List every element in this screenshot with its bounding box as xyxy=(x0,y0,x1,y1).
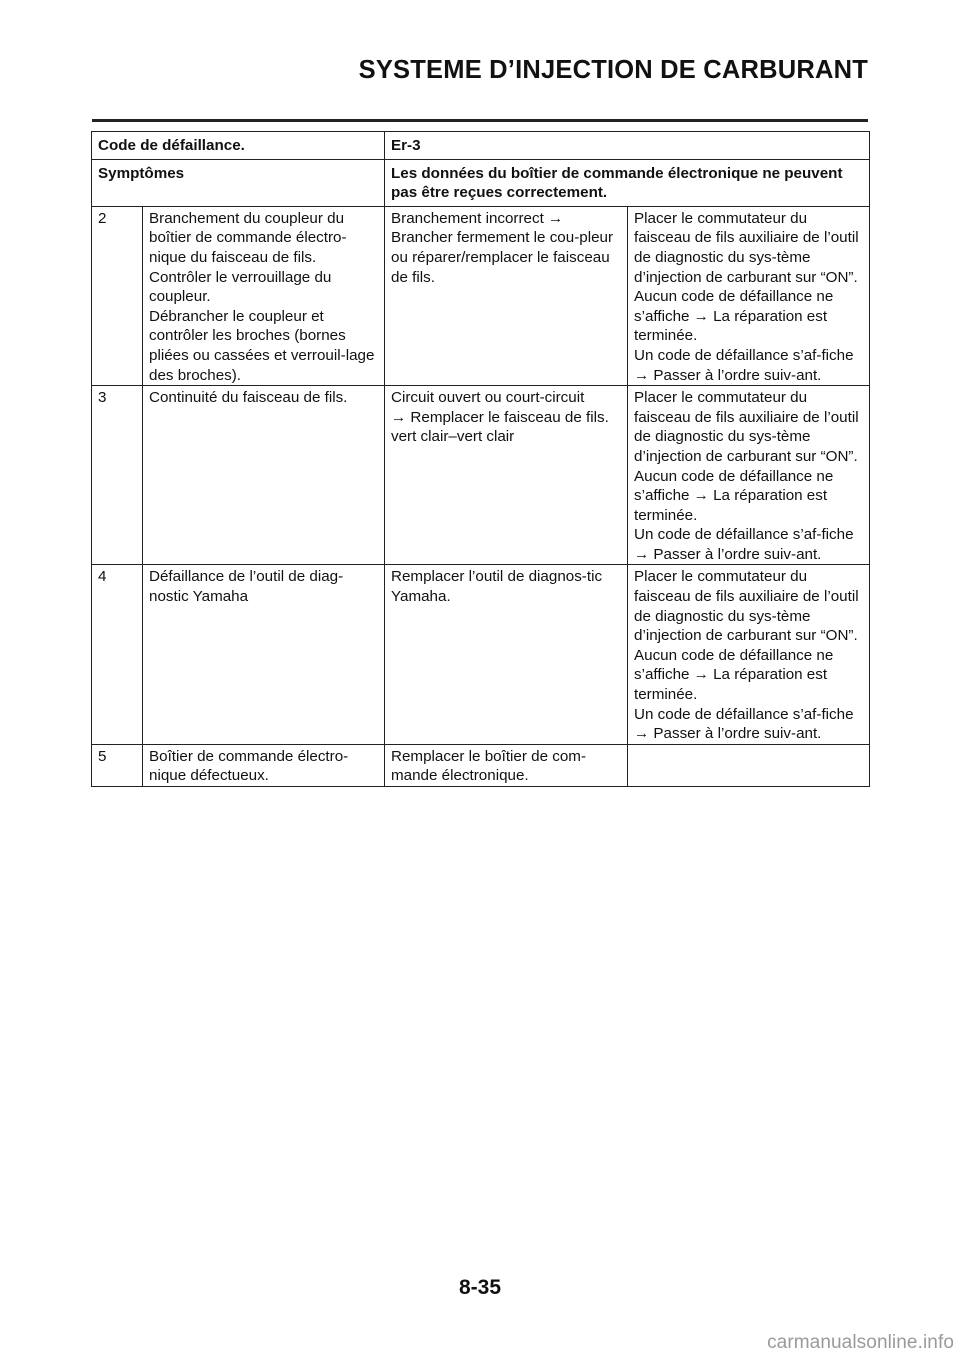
confirmation-action-line: Aucun code de défaillance ne s’affiche → La réparation est terminée. xyxy=(634,288,834,345)
symptoms-row xyxy=(92,159,870,206)
page-number: 8-35 xyxy=(458,1276,502,1299)
check-item xyxy=(143,744,385,786)
confirmation-action-line: Un code de défaillance s’af-fiche → Passer à l’ordre suiv-ant. xyxy=(634,526,854,563)
check-item xyxy=(143,206,385,385)
confirmation-action-line: Placer le commutateur du faisceau de fils auxiliaire de l’outil de diagnostic du sys-tème d’injection de carburant sur “ON”. xyxy=(634,389,859,465)
step-number: 3 xyxy=(92,386,143,565)
table-row xyxy=(92,744,870,786)
step-number: 5 xyxy=(92,744,143,786)
probable-cause xyxy=(385,386,628,565)
page-title: SYSTEME D’INJECTION DE CARBURANT xyxy=(358,56,868,84)
check-item xyxy=(143,565,385,744)
watermark: carmanualsonline.info xyxy=(767,1332,954,1353)
confirmation-action-line: Aucun code de défaillance ne s’affiche → La réparation est terminée. xyxy=(634,646,834,704)
check-item-line: Débrancher le coupleur et contrôler les broches (bornes pliées ou cassées et verrouil-lage des broches). xyxy=(149,307,375,384)
check-item-line: Défaillance de l’outil de diag-nostic Yamaha xyxy=(149,568,344,606)
probable-cause-line: Circuit ouvert ou court-circuit xyxy=(391,389,585,407)
step-number: 2 xyxy=(92,206,143,385)
probable-cause-line: Remplacer le boîtier de com-mande électronique. xyxy=(391,747,586,785)
check-item-line: Continuité du faisceau de fils. xyxy=(149,389,348,407)
confirmation-action-line: Placer le commutateur du faisceau de fils auxiliaire de l’outil de diagnostic du sys-tème d’injection de carburant sur “ON”. xyxy=(634,568,859,645)
probable-cause-line: vert clair–vert clair xyxy=(391,428,515,446)
step-rows xyxy=(92,206,870,786)
diagnostic-table xyxy=(91,131,870,787)
check-item-line: Boîtier de commande électro-nique défectueux. xyxy=(149,747,349,785)
probable-cause-line: → Remplacer le faisceau de fils. xyxy=(391,408,609,426)
check-item-line: Contrôler le verrouillage du coupleur. xyxy=(149,268,332,306)
title-divider xyxy=(92,119,868,122)
probable-cause-line: Remplacer l’outil de diagnos-tic Yamaha. xyxy=(391,568,603,606)
fault-code-row xyxy=(92,132,870,160)
table-row xyxy=(92,386,870,565)
check-item xyxy=(143,386,385,565)
probable-cause xyxy=(385,565,628,744)
confirmation-action-line: Aucun code de défaillance ne s’affiche → La réparation est terminée. xyxy=(634,467,834,524)
confirmation-action-line: Un code de défaillance s’af-fiche → Passer à l’ordre suiv-ant. xyxy=(634,705,854,743)
fault-code-value: Er-3 xyxy=(385,132,870,160)
symptoms-label: Symptômes xyxy=(92,159,385,206)
probable-cause xyxy=(385,744,628,786)
confirmation-action xyxy=(628,386,870,565)
probable-cause xyxy=(385,206,628,385)
fault-code-label: Code de défaillance. xyxy=(92,132,385,160)
table-row xyxy=(92,565,870,744)
confirmation-action xyxy=(628,206,870,385)
confirmation-action xyxy=(628,744,870,786)
probable-cause-line: Branchement incorrect → Brancher fermement le cou-pleur ou réparer/remplacer le faisceau de fils. xyxy=(391,209,614,286)
confirmation-action-line: Un code de défaillance s’af-fiche → Passer à l’ordre suiv-ant. xyxy=(634,346,854,384)
confirmation-action-line: Placer le commutateur du faisceau de fils auxiliaire de l’outil de diagnostic du sys-tème d’injection de carburant sur “ON”. xyxy=(634,209,859,286)
step-number: 4 xyxy=(92,565,143,744)
table-row xyxy=(92,206,870,385)
check-item-line: Branchement du coupleur du boîtier de commande électro-nique du faisceau de fils. xyxy=(149,209,347,266)
symptoms-value: Les données du boîtier de commande électronique ne peuvent pas être reçues correctement. xyxy=(385,159,870,206)
confirmation-action xyxy=(628,565,870,744)
